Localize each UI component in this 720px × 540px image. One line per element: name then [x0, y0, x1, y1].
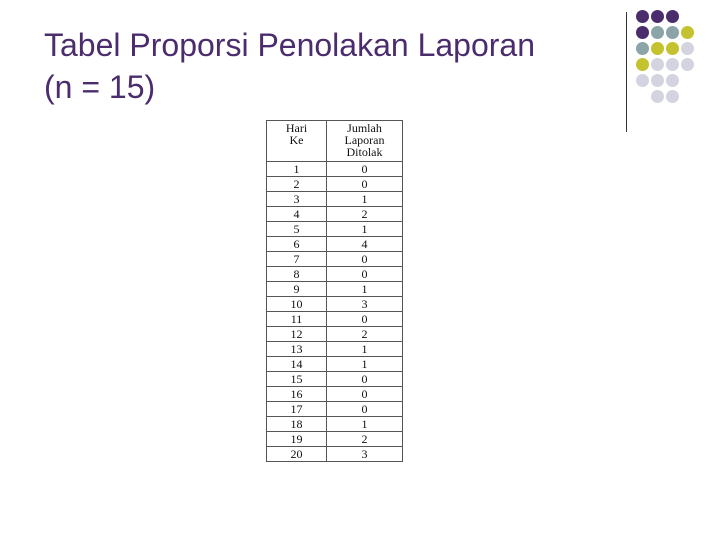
- table-header-row: [267, 121, 403, 162]
- table-row: [267, 222, 403, 237]
- cell-hari-ke: 16: [267, 387, 327, 402]
- table-row: [267, 447, 403, 462]
- cell-hari-ke: 17: [267, 402, 327, 417]
- cell-hari-ke: 20: [267, 447, 327, 462]
- cell-jumlah-ditolak: 0: [327, 402, 403, 417]
- cell-jumlah-ditolak: 3: [327, 447, 403, 462]
- cell-jumlah-ditolak: 1: [327, 222, 403, 237]
- decorative-dot: [651, 90, 664, 103]
- cell-jumlah-ditolak: 0: [327, 267, 403, 282]
- cell-jumlah-ditolak: 1: [327, 282, 403, 297]
- table-row: [267, 192, 403, 207]
- decorative-dot: [651, 74, 664, 87]
- cell-jumlah-ditolak: 0: [327, 372, 403, 387]
- cell-jumlah-ditolak: 2: [327, 432, 403, 447]
- cell-jumlah-ditolak: 1: [327, 342, 403, 357]
- table-row: [267, 162, 403, 177]
- table-row: [267, 297, 403, 312]
- table-row: [267, 282, 403, 297]
- decorative-dot: [636, 10, 649, 23]
- cell-hari-ke: 7: [267, 252, 327, 267]
- slide-title-line-1: Tabel Proporsi Penolakan Laporan: [44, 27, 535, 63]
- cell-jumlah-ditolak: 0: [327, 177, 403, 192]
- table-row: [267, 252, 403, 267]
- table-row: [267, 327, 403, 342]
- cell-jumlah-ditolak: 0: [327, 162, 403, 177]
- decorative-dot: [666, 26, 679, 39]
- cell-hari-ke: 18: [267, 417, 327, 432]
- slide-title: [44, 24, 624, 108]
- cell-hari-ke: 1: [267, 162, 327, 177]
- table-row: [267, 372, 403, 387]
- decorative-dot: [636, 42, 649, 55]
- table-row: [267, 432, 403, 447]
- report-table: [266, 120, 403, 462]
- slide-title-line-2: (n = 15): [44, 69, 156, 105]
- header-jumlah-laporan-ditolak: [327, 121, 403, 162]
- decorative-dot: [651, 26, 664, 39]
- cell-jumlah-ditolak: 2: [327, 327, 403, 342]
- cell-hari-ke: 3: [267, 192, 327, 207]
- header-label: Ke: [289, 133, 304, 147]
- decorative-dot: [636, 74, 649, 87]
- cell-hari-ke: 15: [267, 372, 327, 387]
- cell-jumlah-ditolak: 1: [327, 417, 403, 432]
- decorative-dot-grid: [636, 10, 720, 120]
- table-row: [267, 357, 403, 372]
- table-body: [267, 162, 403, 462]
- cell-hari-ke: 13: [267, 342, 327, 357]
- decorative-dot: [666, 42, 679, 55]
- decorative-dot: [666, 58, 679, 71]
- decorative-dot: [681, 26, 694, 39]
- cell-hari-ke: 2: [267, 177, 327, 192]
- table-row: [267, 342, 403, 357]
- header-label: Hari: [285, 121, 308, 135]
- decorative-dot: [651, 10, 664, 23]
- cell-hari-ke: 11: [267, 312, 327, 327]
- header-label: Ditolak: [346, 145, 383, 159]
- table-row: [267, 237, 403, 252]
- cell-jumlah-ditolak: 4: [327, 237, 403, 252]
- decorative-dot: [651, 58, 664, 71]
- cell-hari-ke: 14: [267, 357, 327, 372]
- cell-hari-ke: 9: [267, 282, 327, 297]
- decorative-dot: [681, 58, 694, 71]
- table-row: [267, 312, 403, 327]
- cell-jumlah-ditolak: 1: [327, 192, 403, 207]
- cell-hari-ke: 8: [267, 267, 327, 282]
- cell-hari-ke: 10: [267, 297, 327, 312]
- cell-jumlah-ditolak: 0: [327, 312, 403, 327]
- decorative-dot: [636, 58, 649, 71]
- decorative-dot: [636, 26, 649, 39]
- decorative-divider: [626, 12, 627, 132]
- table-row: [267, 387, 403, 402]
- cell-hari-ke: 4: [267, 207, 327, 222]
- decorative-dot: [666, 74, 679, 87]
- table-row: [267, 402, 403, 417]
- decorative-dot: [666, 90, 679, 103]
- header-hari-ke: [267, 121, 327, 162]
- cell-hari-ke: 5: [267, 222, 327, 237]
- cell-jumlah-ditolak: 1: [327, 357, 403, 372]
- table-row: [267, 177, 403, 192]
- decorative-dot: [666, 10, 679, 23]
- table-row: [267, 417, 403, 432]
- cell-jumlah-ditolak: 2: [327, 207, 403, 222]
- cell-jumlah-ditolak: 0: [327, 387, 403, 402]
- header-label: Jumlah: [347, 121, 382, 135]
- report-table-container: [266, 120, 403, 462]
- cell-hari-ke: 12: [267, 327, 327, 342]
- decorative-dot: [681, 42, 694, 55]
- cell-hari-ke: 19: [267, 432, 327, 447]
- table-row: [267, 207, 403, 222]
- header-label: Laporan: [344, 133, 385, 147]
- cell-jumlah-ditolak: 0: [327, 252, 403, 267]
- table-row: [267, 267, 403, 282]
- cell-hari-ke: 6: [267, 237, 327, 252]
- cell-jumlah-ditolak: 3: [327, 297, 403, 312]
- decorative-dot: [651, 42, 664, 55]
